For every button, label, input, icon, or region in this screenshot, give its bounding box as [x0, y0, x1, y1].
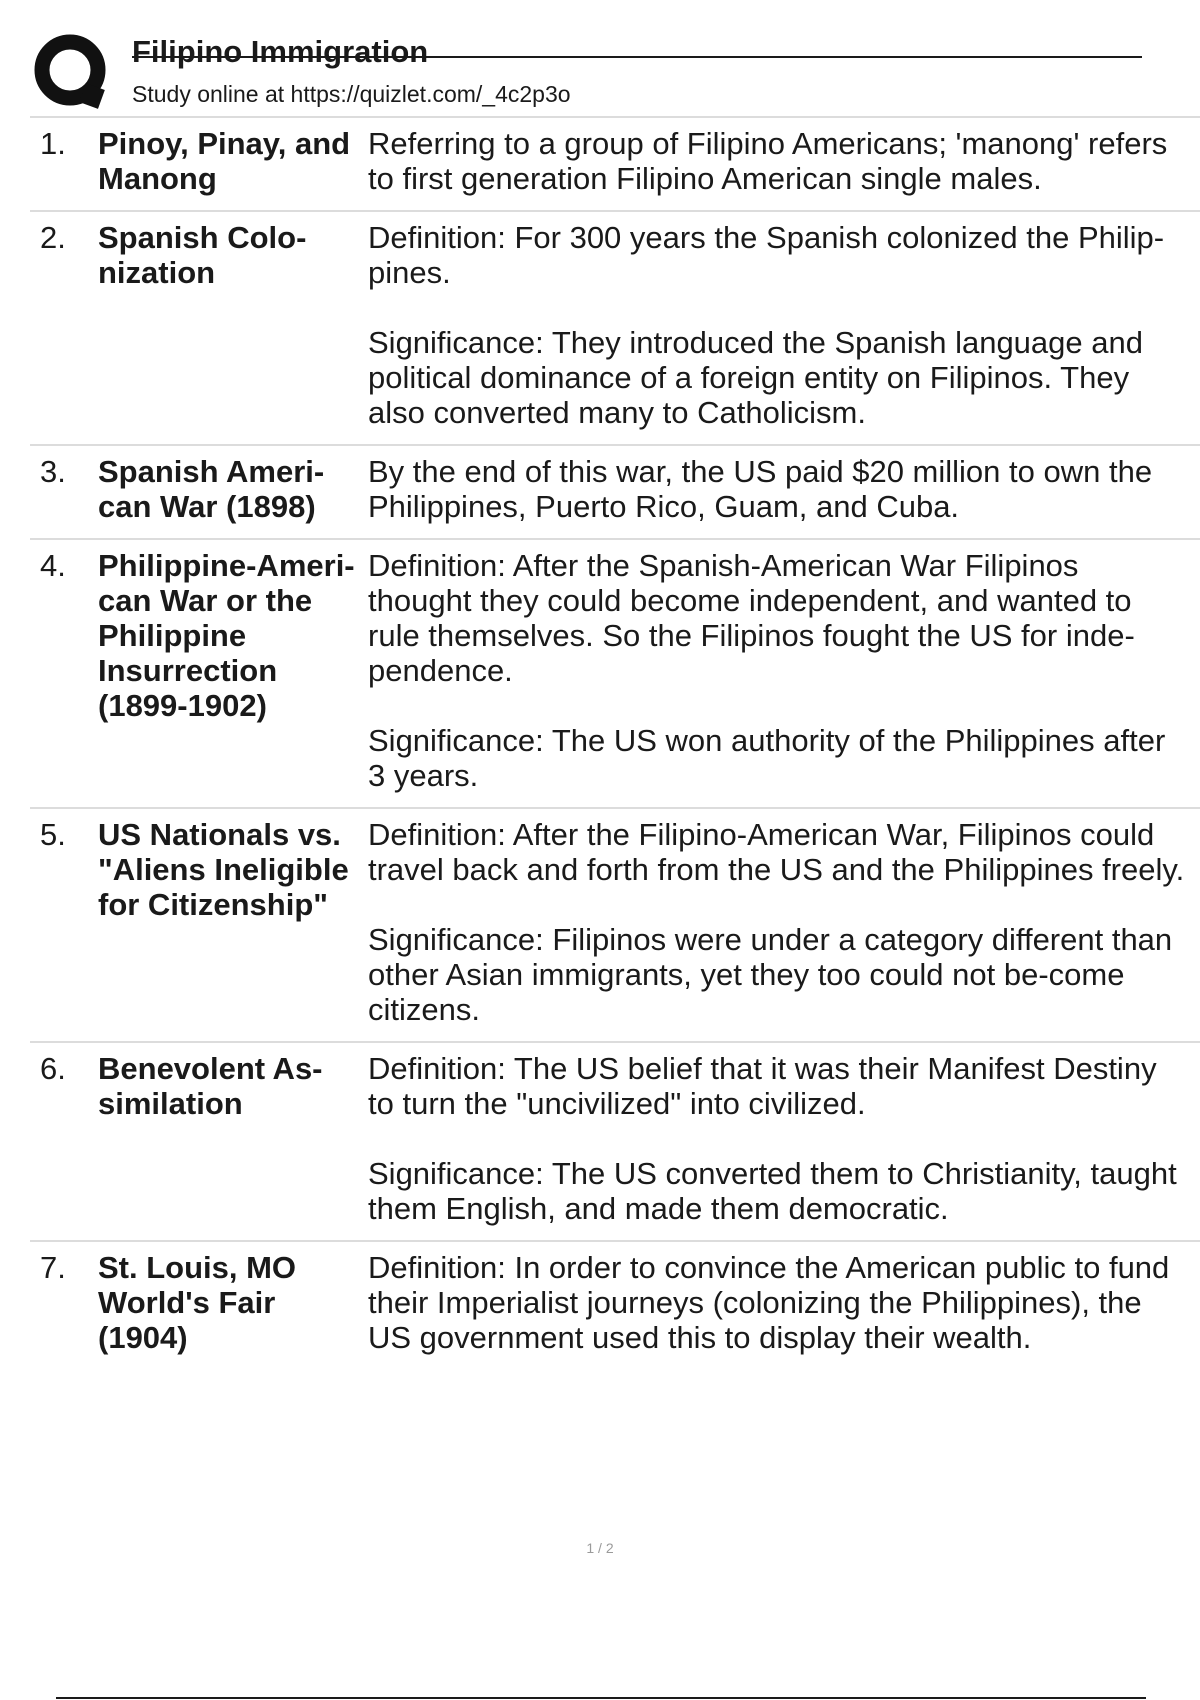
flashcard-row — [30, 446, 1200, 540]
card-definition — [368, 1051, 1200, 1226]
page-number: 1 / 2 — [586, 1540, 614, 1556]
card-definition — [368, 126, 1200, 196]
card-term: St. Louis, MO World's Fair (1904) — [98, 1250, 297, 1355]
document-header — [0, 0, 1200, 118]
card-definition — [368, 454, 1200, 524]
flashcard-row — [30, 212, 1200, 446]
card-term: Philippine-Ameri-can War or the Philippine Insurrection (1899-1902) — [98, 548, 355, 723]
card-definition — [368, 1250, 1200, 1355]
card-definition — [368, 548, 1200, 793]
definition-paragraph: Significance: They introduced the Spanish language and political dominance of a foreign entity on Filipinos. They also converted many to Catholicism. — [368, 325, 1143, 430]
definition-paragraph: By the end of this war, the US paid $20 million to own the Philippines, Puerto Rico, Guam, and Cuba. — [368, 454, 1153, 524]
definition-paragraph: Definition: After the Spanish-American War Filipinos thought they could become independent, and wanted to rule themselves. So the Filipinos fought the US for inde-pendence. — [368, 548, 1135, 688]
quizlet-logo-icon — [34, 34, 110, 110]
flashcard-row — [30, 1043, 1200, 1242]
card-term: Pinoy, Pinay, and Manong — [98, 126, 351, 196]
flashcard-row — [30, 118, 1200, 212]
card-number: 3. — [40, 454, 66, 489]
card-term: US Nationals vs. "Aliens Ineligible for Citizenship" — [98, 817, 349, 922]
card-term: Spanish Colo-nization — [98, 220, 307, 290]
card-number: 7. — [40, 1250, 66, 1285]
footer-rule — [56, 1697, 1146, 1699]
card-term: Spanish Ameri-can War (1898) — [98, 454, 325, 524]
card-term: Benevolent As-similation — [98, 1051, 323, 1121]
flashcard-row — [30, 1242, 1200, 1369]
definition-paragraph: Significance: The US won authority of the Philippines after 3 years. — [368, 723, 1166, 793]
definition-paragraph: Significance: The US converted them to Christianity, taught them English, and made them democratic. — [368, 1156, 1177, 1226]
study-online-link[interactable]: Study online at https://quizlet.com/_4c2p3o — [132, 81, 571, 107]
flashcard-row — [30, 809, 1200, 1043]
card-number: 1. — [40, 126, 66, 161]
card-number: 6. — [40, 1051, 66, 1086]
document-title: Filipino Immigration — [132, 34, 429, 69]
definition-paragraph: Significance: Filipinos were under a category different than other Asian immigrants, yet they too could not be-come citizens. — [368, 922, 1173, 1027]
definition-paragraph: Definition: The US belief that it was their Manifest Destiny to turn the "uncivilized" into civilized. — [368, 1051, 1157, 1121]
flashcard-row — [30, 540, 1200, 809]
definition-paragraph: Definition: In order to convince the American public to fund their Imperialist journeys (colonizing the Philippines), the US government used this to display their wealth. — [368, 1250, 1170, 1355]
card-definition — [368, 817, 1200, 1027]
definition-paragraph: Definition: For 300 years the Spanish colonized the Philip-pines. — [368, 220, 1165, 290]
card-definition — [368, 220, 1200, 430]
card-number: 5. — [40, 817, 66, 852]
card-number: 2. — [40, 220, 66, 255]
card-number: 4. — [40, 548, 66, 583]
flashcard-list — [30, 118, 1200, 1369]
definition-paragraph: Definition: After the Filipino-American War, Filipinos could travel back and forth from the US and the Philippines freely. — [368, 817, 1185, 887]
definition-paragraph: Referring to a group of Filipino Americans; 'manong' refers to first generation Filipino American single males. — [368, 126, 1168, 196]
